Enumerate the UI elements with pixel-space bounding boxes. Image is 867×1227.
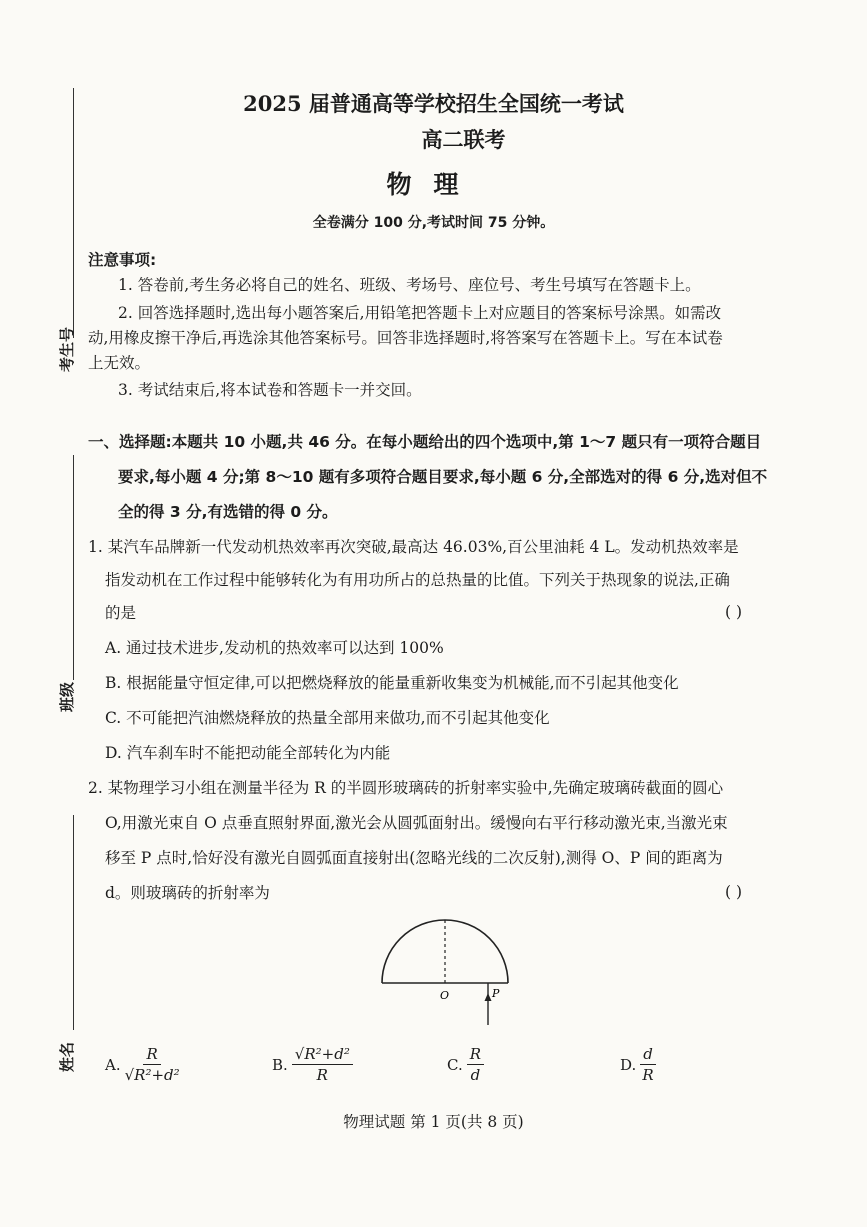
q1-stem-line-3: 的是 <box>105 604 137 622</box>
section-heading-line-2: 要求,每小题 4 分;第 8～10 题有多项符合题目要求,每小题 6 分,全部选对的得 6 分,选对但不 <box>118 468 768 486</box>
q2-option-a-numerator: R <box>143 1045 160 1065</box>
q2-option-a <box>105 1045 180 1084</box>
q1-option-b: B. 根据能量守恒定律,可以把燃烧释放的能量重新收集变为机械能,而不引起其他变化 <box>105 674 679 692</box>
notice-item-1: 1. 答卷前,考生务必将自己的姓名、班级、考场号、座位号、考生号填写在答题卡上。 <box>118 276 701 294</box>
q2-answer-paren: ( ) <box>725 883 743 901</box>
q1-option-c: C. 不可能把汽油燃烧释放的热量全部用来做功,而不引起其他变化 <box>105 709 550 727</box>
q1-option-a: A. 通过技术进步,发动机的热效率可以达到 100% <box>105 639 444 657</box>
q1-stem-line-2: 指发动机在工作过程中能够转化为有用功所占的总热量的比值。下列关于热现象的说法,正确 <box>105 571 730 589</box>
q2-option-c-denominator: d <box>470 1066 481 1084</box>
notice-heading: 注意事项: <box>88 251 157 269</box>
exam-number-label: 考生号 <box>58 326 76 372</box>
name-label: 姓名 <box>58 1041 76 1072</box>
q2-option-d-denominator: R <box>642 1066 654 1084</box>
q1-option-d: D. 汽车刹车时不能把动能全部转化为内能 <box>105 744 391 762</box>
section-heading-line-3: 全的得 3 分,有选错的得 0 分。 <box>118 503 338 521</box>
notice-item-2-line-3: 上无效。 <box>88 354 151 372</box>
q2-stem-line-3: 移至 P 点时,恰好没有激光自圆弧面直接射出(忽略光线的二次反射),测得 O、P 间的距离为 <box>105 849 723 867</box>
label-p: P <box>492 987 500 1000</box>
binding-line-bottom <box>73 815 74 1030</box>
label-o: O <box>440 989 450 1002</box>
semicircle-figure <box>370 915 520 1030</box>
q2-stem-line-4: d。则玻璃砖的折射率为 <box>105 884 270 902</box>
q2-option-b-label: B. <box>272 1055 288 1074</box>
notice-item-2-line-1: 2. 回答选择题时,选出每小题答案后,用铅笔把答题卡上对应题目的答案标号涂黑。如需改 <box>118 304 722 322</box>
binding-line-middle <box>73 455 74 680</box>
q2-option-b <box>272 1045 353 1084</box>
q2-stem-line-1: 2. 某物理学习小组在测量半径为 R 的半圆形玻璃砖的折射率实验中,先确定玻璃砖截面的圆心 <box>88 779 724 797</box>
q2-option-c-fraction <box>467 1045 484 1084</box>
section-heading-line-1: 一、选择题:本题共 10 小题,共 46 分。在每小题给出的四个选项中,第 1～7 题只有一项符合题目 <box>88 433 762 451</box>
q2-option-b-fraction <box>292 1045 353 1084</box>
q1-answer-paren: ( ) <box>725 603 743 621</box>
q2-option-a-label: A. <box>105 1055 121 1074</box>
class-label: 班级 <box>58 681 76 712</box>
q2-option-c-numerator: R <box>467 1045 484 1065</box>
q1-stem-line-1: 1. 某汽车品牌新一代发动机热效率再次突破,最高达 46.03%,百公里油耗 4 L。发动机热效率是 <box>88 538 739 556</box>
laser-arrow <box>485 993 492 1001</box>
q2-option-b-numerator: √R²+d² <box>292 1045 353 1065</box>
exam-title: 2025 届普通高等学校招生全国统一考试 <box>243 91 624 116</box>
q2-option-c <box>447 1045 484 1084</box>
q2-stem-line-2: O,用激光束自 O 点垂直照射界面,激光会从圆弧面射出。缓慢向右平行移动激光束,当激光束 <box>105 814 728 832</box>
page-footer: 物理试题 第 1 页(共 8 页) <box>343 1113 524 1131</box>
q2-option-d-fraction <box>640 1045 656 1084</box>
q2-option-c-label: C. <box>447 1055 463 1074</box>
q2-option-d-numerator: d <box>640 1045 656 1065</box>
q2-option-d <box>620 1045 656 1084</box>
q2-option-a-denominator: √R²+d² <box>124 1066 180 1084</box>
subject-title: 物理 <box>386 170 481 199</box>
notice-item-2-line-2: 动,用橡皮擦干净后,再选涂其他答案标号。回答非选择题时,将答案写在答题卡上。写在本试卷 <box>88 329 723 347</box>
q2-option-a-fraction <box>125 1045 180 1084</box>
notice-item-3: 3. 考试结束后,将本试卷和答题卡一并交回。 <box>118 381 422 399</box>
q2-option-b-denominator: R <box>316 1066 328 1084</box>
q2-option-d-label: D. <box>620 1055 637 1074</box>
exam-info: 全卷满分 100 分,考试时间 75 分钟。 <box>312 215 555 231</box>
exam-subtitle: 高二联考 <box>421 127 506 152</box>
